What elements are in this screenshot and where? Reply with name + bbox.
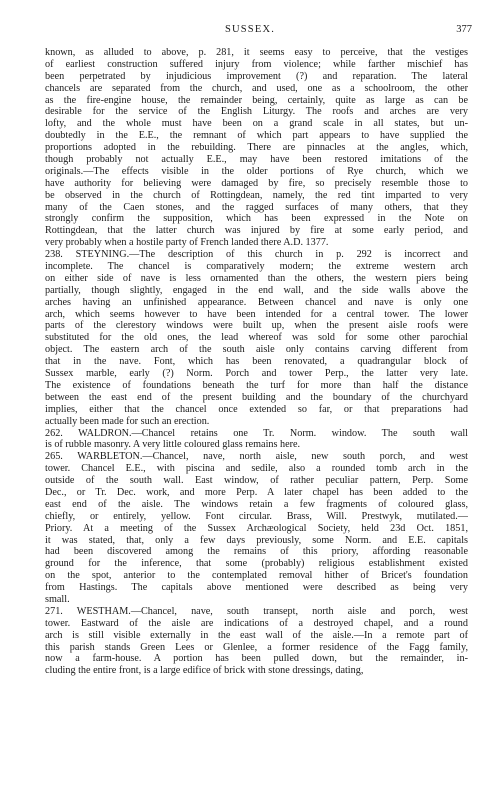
text-line: arches having an unfinished appearance. Between chancel and nave is only one xyxy=(45,296,468,308)
text-line: Dec., or Tr. Dec. work, and more Perp. A later chapel has been added to the xyxy=(45,486,468,498)
text-line: actually been made for such an erection. xyxy=(45,415,210,427)
text-line: cluding the entire front, is a large edifice of brick with stone dressings, dating, xyxy=(45,665,364,677)
text-line: outside of the south wall. East window, of rather peculiar pattern, Perp. Some xyxy=(45,475,468,487)
text-line: have authority for believing were damaged by fire, so precisely resemble those to xyxy=(45,177,468,189)
text-line: though probably not actually E.E., may have been restored imitations of the xyxy=(45,154,468,166)
text-line: very probably when a hostile party of French landed there A.D. 1377. xyxy=(45,237,329,249)
text-line: been perpetrated by injudicious improvement (?) and reparation. The lateral xyxy=(45,70,468,82)
text-line: implies, either that the chancel once extended so far, or that preparations had xyxy=(45,403,468,415)
text-line: strongly confirm the supposition, which has been expressed in the Note on xyxy=(45,213,468,225)
text-line: proportions adopted in the rebuilding. There are pinnacles at the angles, which, xyxy=(45,142,468,154)
text-line: many of the Caen stones, and the ragged surfaces of many others, that they xyxy=(45,201,468,213)
text-line: on either side of nave is less ornamented than the others, the western piers being xyxy=(45,272,468,284)
text-line: Rottingdean, that the latter church was injured by fire at some early period, and xyxy=(45,225,468,237)
running-head: SUSSEX. xyxy=(224,24,276,35)
text-line: Sussex marble, early (?) Norm. Porch and tower Perp., the latter very late. xyxy=(45,368,468,380)
text-line: of earliest construction suffered injury from violence; while farther mischief has xyxy=(45,58,468,70)
text-line: tower. Eastward of the aisle are indications of a destroyed chapel, and a round xyxy=(45,617,468,629)
text-line: arch, which seems however to have been intended for a central tower. The lower xyxy=(45,308,468,320)
text-line: that in the nave. Font, which has been renovated, a quadrangular block of xyxy=(45,356,468,368)
text-line: from Hastings. The capitals above mentioned were described as being very xyxy=(45,582,468,594)
text-line: object. The eastern arch of the south aisle only contains carving different from xyxy=(45,344,468,356)
text-line: ground for the inference, that some (probably) religious establishment existed xyxy=(45,558,468,570)
page-number: 377 xyxy=(456,24,472,35)
text-line: small. xyxy=(45,593,70,605)
text-line: east end of the aisle. The windows retain a few fragments of coloured glass, xyxy=(45,498,468,510)
text-line: 262. WALDRON.—Chancel retains one Tr. Norm. window. The south wall xyxy=(45,427,468,439)
text-line: incomplete. The chancel is comparatively modern; the extreme western arch xyxy=(45,261,468,273)
text-line: chancels are separated from the church, and used, one as a schoolroom, the other xyxy=(45,82,468,94)
text-line: partially, though slightly, engaged in the end wall, and the side walls above the xyxy=(45,284,468,296)
text-line: be observed in the church of Rottingdean, namely, the red tint imparted to very xyxy=(45,189,468,201)
text-line: had been discovered among the remains of this priory, affording reasonable xyxy=(45,546,468,558)
text-line: chiefly, or entirely, yellow. Font circular. Brass, Will. Prestwyk, mutilated.— xyxy=(45,510,468,522)
text-line: substituted for the old ones, the lead whereof was sold for some other parochial xyxy=(45,332,468,344)
text-line: between the east end of the present building and the boundary of the churchyard xyxy=(45,391,468,403)
text-line: on the spot, anterior to the contemplated removal hither of Bricet's foundation xyxy=(45,570,468,582)
text-line: doubtedly in the E.E., the remnant of which part appears to have supplied the xyxy=(45,130,468,142)
text-line: The existence of foundations beneath the turf for more than half the distance xyxy=(45,379,468,391)
text-line: known, as alluded to above, p. 281, it seems easy to perceive, that the vestiges xyxy=(45,47,468,58)
text-line: desirable for the service of the English Liturgy. The roofs and arches are very xyxy=(45,106,468,118)
text-line: it was stated, that, only a few days previously, some Norm. and E.E. capitals xyxy=(45,534,468,546)
text-line: parts of the clerestory windows were built up, when the present aisle roofs were xyxy=(45,320,468,332)
text-line: Priory. At a meeting of the Sussex Archæological Society, held 23d Oct. 1851, xyxy=(45,522,468,534)
text-line: now a farm-house. A portion has been pulled down, but the remainder, in- xyxy=(45,653,468,665)
text-line: lofty, and the whole must have been on a grand scale in all states, but un- xyxy=(45,118,468,130)
text-line: as the fire-engine house, the remainder being, certainly, quite as large as can be xyxy=(45,94,468,106)
text-line: 271. WESTHAM.—Chancel, nave, south transept, north aisle and porch, west xyxy=(45,605,468,617)
text-line: 238. STEYNING.—The description of this church in p. 292 is incorrect and xyxy=(45,249,468,261)
text-line: originals.—The effects visible in the older portions of Rye church, which we xyxy=(45,165,468,177)
text-line: tower. Chancel E.E., with piscina and sedile, also a rounded tomb arch in the xyxy=(45,463,468,475)
text-line: is of rubble masonry. A very little coloured glass remains here. xyxy=(45,439,301,451)
text-line: this parish stands Green Lees or Glenlee, a former residence of the Fagg family, xyxy=(45,641,468,653)
page-header xyxy=(0,24,500,40)
text-line: 265. WARBLETON.—Chancel, nave, north aisle, new south porch, and west xyxy=(45,451,468,463)
text-line: arch is still visible externally in the east wall of the aisle.—In a remote part of xyxy=(45,629,468,641)
body-text xyxy=(45,47,468,677)
